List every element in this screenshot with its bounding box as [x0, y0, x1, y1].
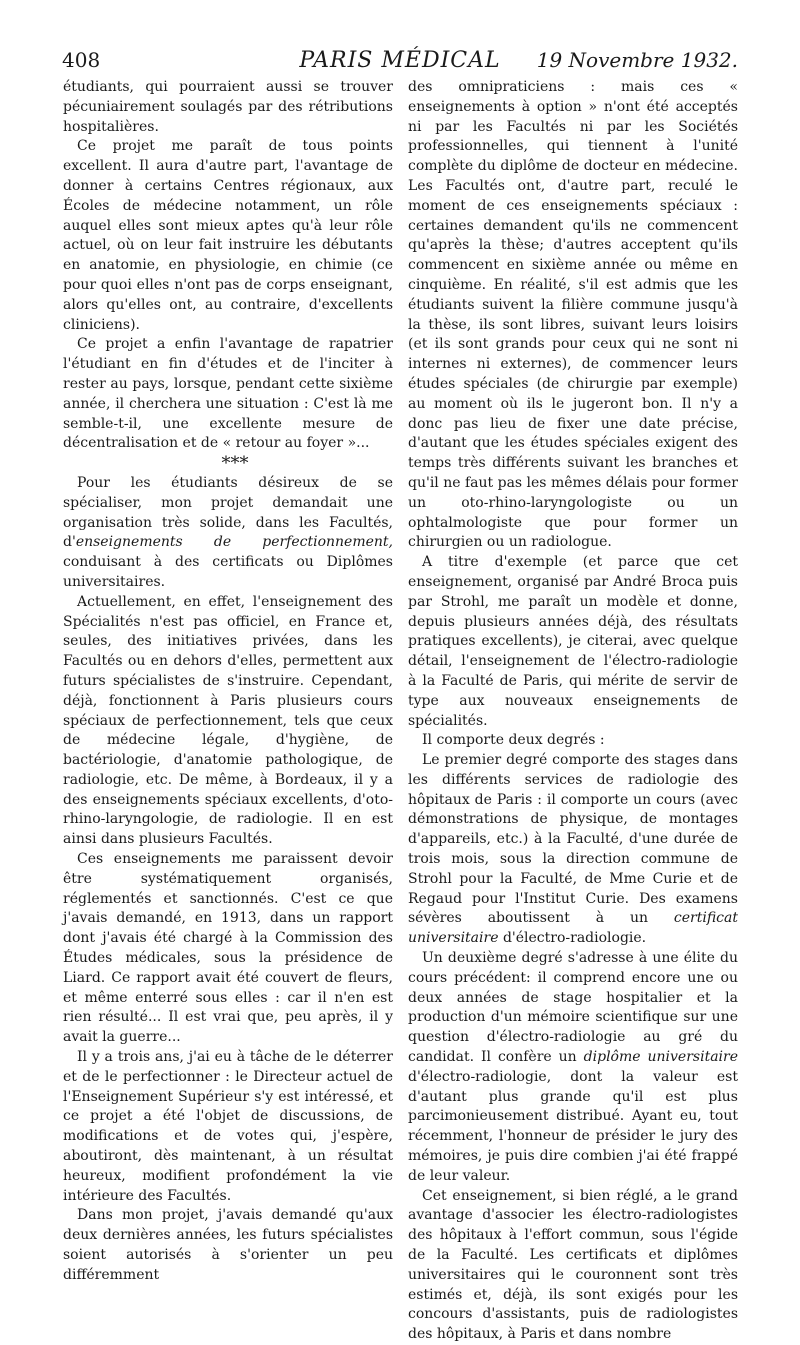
emphasis: diplôme universitaire — [583, 1049, 738, 1066]
paragraph: Ces enseignements me paraissent devoir être systématiquement organisés, réglementés et sanctionnés. C'est ce que j'avais demandé, en 1913, dans un rapport dont j'avais été chargé à la Commission des Études médicales, sous la présidence de Liard. Ce rapport avait été couvert de fleurs, et même enterré sous elles : car il n'en est rien résulté... Il est vrai que, peu après, il y avait la guerre... — [63, 851, 393, 1046]
left-column — [63, 78, 393, 1286]
section-separator: *** — [221, 453, 249, 475]
paragraph: étudiants, qui pourraient aussi se trouver pécuniairement soulagés par des rétributions hospitalières. — [63, 79, 393, 135]
paragraph: Pour les étudiants désireux de se spécialiser, mon projet demandait une organisation très solide, dans les Facultés, d'enseignements de perfectionnement, conduisant à des certificats ou Diplômes universitaires. — [63, 474, 393, 590]
paragraph: Ce projet a enfin l'avantage de rapatrier l'étudiant en fin d'études et de l'inciter à rester au pays, lorsque, pendant cette sixième année, il cherchera une situation : C'est là me semble-t-il, une excellente mesure de décentralisation et de « retour au foyer »... — [63, 336, 393, 452]
page-number: 408 — [62, 48, 101, 72]
emphasis: certificat universitaire — [408, 910, 738, 947]
paragraph: Dans mon projet, j'avais demandé qu'aux deux dernières années, les futurs spécialistes soient autorisés à s'orienter un peu différemment — [63, 1207, 393, 1283]
running-header — [62, 48, 738, 78]
paragraph: Actuellement, en effet, l'enseignement des Spécialités n'est pas officiel, en France et, seules, des initiatives privées, dans les Facultés ou en dehors d'elles, permettent aux futurs spécialistes de s'instruire. Cependant, déjà, fonctionnent à Paris plusieurs cours spéciaux de perfectionnement, tels que ceux de médecine légale, d'hygiène, de bactériologie, d'anatomie pathologique, de radiologie, etc. De même, à Bordeaux, il y a des enseignements spéciaux excellents, d'oto-rhino-laryngologie, de radiologie. Il en est ainsi dans plusieurs Facultés. — [63, 593, 393, 848]
paragraph: A titre d'exemple (et parce que cet enseignement, organisé par André Broca puis par Strohl, me paraît un modèle et donne, depuis plusieurs années déjà, des résultats pratiques excellents), je citerai, avec quelque détail, l'enseignement de l'électro-radiologie à la Faculté de Paris, qui mérite de servir de type aux nouveaux enseignements de spécialités. — [408, 554, 738, 729]
right-column — [408, 78, 738, 1345]
paragraph: Cet enseignement, si bien réglé, a le grand avantage d'associer les électro-radiologistes des hôpitaux à l'effort commun, sous l'égide de la Faculté. Les certificats et diplômes universitaires qui le couronnent sont très estimés et, déjà, ils sont exigés pour les concours d'assistants, puis de radiologistes des hôpitaux, à Paris et dans nombre — [408, 1187, 738, 1343]
paragraph: Le premier degré comporte des stages dans les différents services de radiologie des hôpitaux de Paris : il comporte un cours (avec démonstrations de physique, de montages d'appareils, etc.) à la Faculté, d'une durée de trois mois, sous la direction commune de Strohl pour la Faculté, de Mme Curie et de Regaud pour l'Institut Curie. Des examens sévères aboutissent à un certificat universitaire d'électro-radiologie. — [408, 752, 738, 947]
paragraph: Il y a trois ans, j'ai eu à tâche de le déterrer et de le perfectionner : le Directeur actuel de l'Enseignement Supérieur s'y est intéressé, et ce projet a été l'objet de discussions, de modifications et de votes qui, j'espère, aboutiront, dès maintenant, à un résultat heureux, modifient profondément la vie intérieure des Facultés. — [63, 1049, 393, 1204]
paragraph: Ce projet me paraît de tous points excellent. Il aura d'autre part, l'avantage de donner à certains Centres régionaux, aux Écoles de médecine notamment, un rôle auquel elles sont mieux aptes qu'à leur rôle actuel, où on leur fait instruire les débutants en anatomie, en physiologie, en chimie (ce pour quoi elles n'ont pas de corps enseignant, alors qu'elles ont, au contraire, d'excellents cliniciens). — [63, 138, 393, 333]
paragraph: Un deuxième degré s'adresse à une élite du cours précédent: il comprend encore une ou deux années de stage hospitalier et la production d'un mémoire scientifique sur une question d'électro-radiologie au gré du candidat. Il confère un diplôme universitaire d'électro-radiologie, dont la valeur est d'autant plus grande qu'il est plus parcimonieusement distribué. Ayant eu, tout récemment, l'honneur de présider le jury des mémoires, je puis dire combien j'ai été frappé de leur valeur. — [408, 950, 738, 1184]
paragraph: Il comporte deux degrés : — [422, 732, 605, 749]
journal-title: PARIS MÉDICAL — [299, 48, 501, 73]
paragraph: des omnipraticiens : mais ces « enseignements à option » n'ont été acceptés ni par les Facultés ni par les Sociétés professionnelles, qui tiennent à l'unité complète du diplôme de docteur en médecine. Les Facultés ont, d'autre part, reculé le moment de ces enseignements spéciaux : certaines demandent qu'ils ne commencent qu'après la thèse; d'autres acceptent qu'ils commencent en sixième année ou même en cinquième. En réalité, s'il est admis que les étudiants suivent la filière commune jusqu'à la thèse, ils sont libres, suivant leurs loisirs (et ils sont grands pour ceux qui ne sont ni internes ni externes), de commencer leurs études spéciales (de chirurgie par exemple) au moment où ils le jugeront bon. Il n'y a donc pas lieu de fixer une date précise, d'autant que les études spéciales exigent des temps très différents suivant les branches et qu'il ne faut pas les mêmes délais pour former un oto-rhino-laryngologiste ou un ophtalmologiste que pour former un chirurgien ou un radiologue. — [408, 79, 738, 551]
issue-date: 19 Novembre 1932. — [536, 48, 738, 72]
emphasis: enseignements de perfectionnement, — [75, 534, 393, 551]
